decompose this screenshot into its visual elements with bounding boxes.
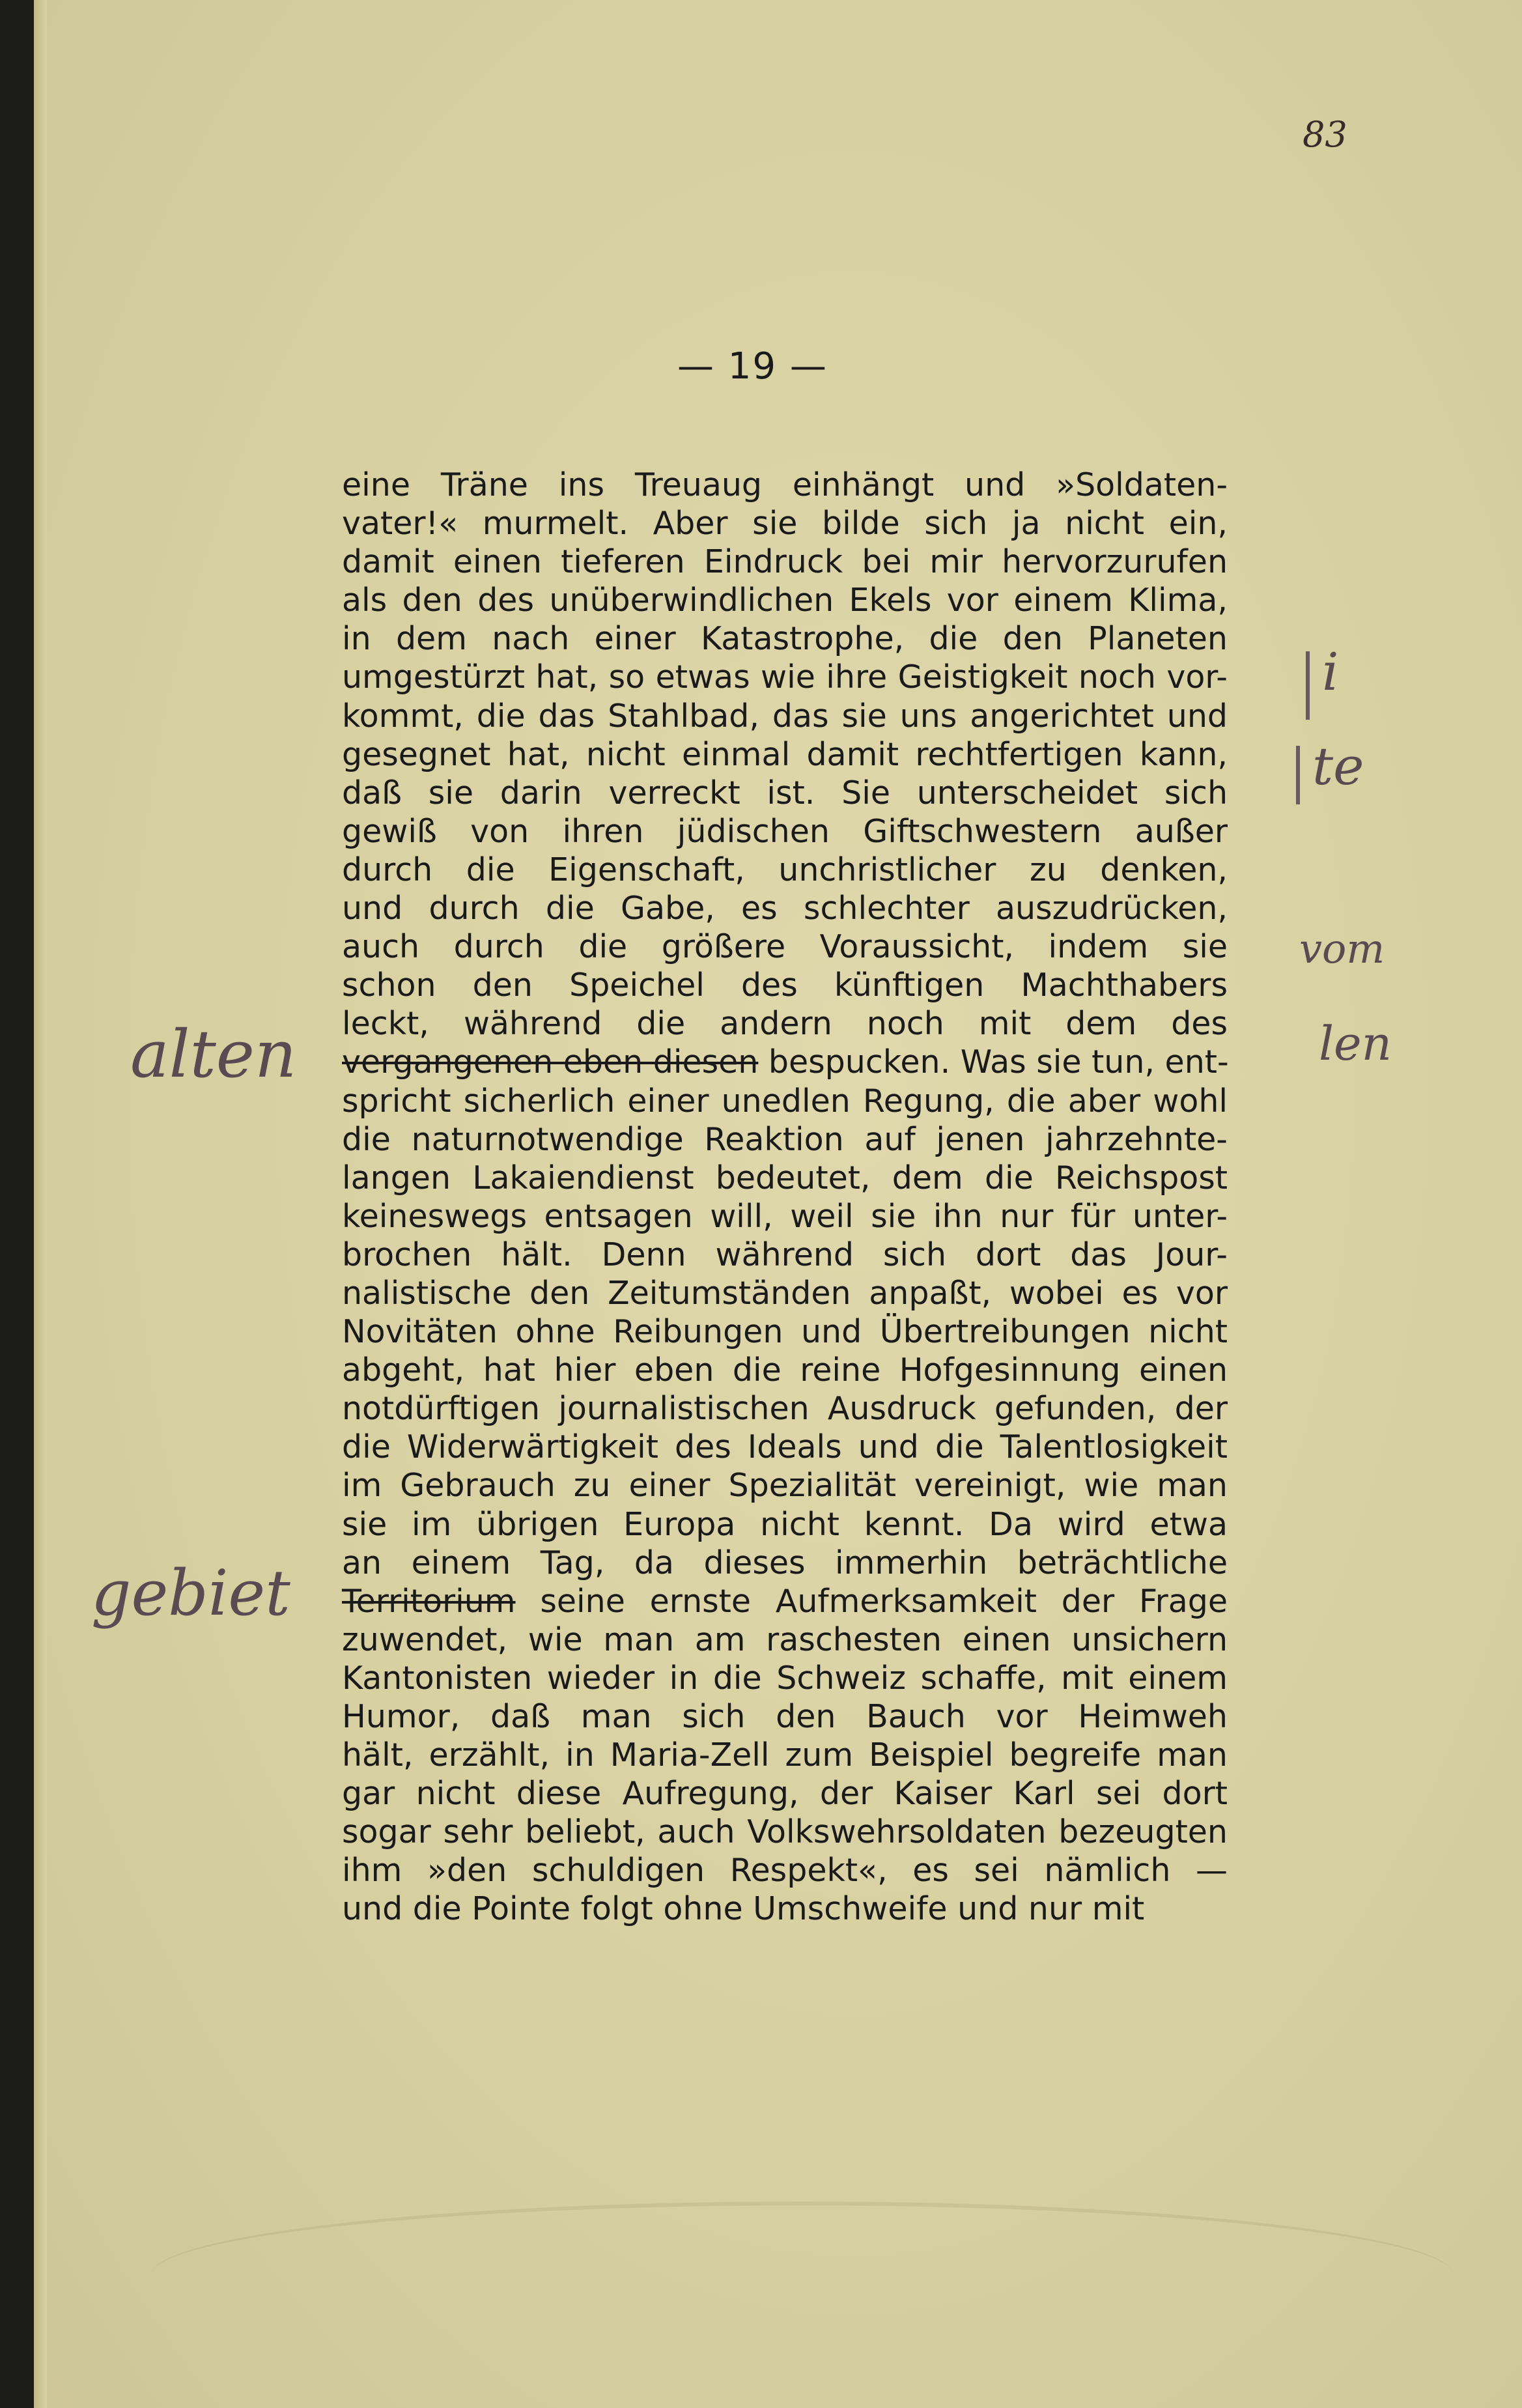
text-line: durch die Eigenschaft, unchristlicher zu denken,	[342, 851, 1228, 888]
text-line: gar nicht diese Aufregung, der Kaiser Karl sei dort	[342, 1775, 1228, 1813]
margin-note-right-2: te	[1312, 736, 1364, 797]
margin-note-left-2: gebiet	[91, 1557, 290, 1630]
text-line: sogar sehr beliebt, auch Volkswehrsoldaten bezeugten	[342, 1813, 1228, 1851]
text-line-territorium	[342, 1582, 1228, 1621]
text-line: auch durch die größere Voraussicht, indem sie	[342, 928, 1228, 966]
margin-note-right-4: len	[1319, 1016, 1392, 1071]
body-text	[342, 466, 1228, 1929]
text-line: im Gebrauch zu einer Spezialität vereinigt, wie man	[342, 1467, 1228, 1505]
text-line: umgestürzt hat, so etwas wie ihre Geistigkeit noch vor-	[342, 659, 1228, 696]
text-line: brochen hält. Denn während sich dort das Jour-	[342, 1236, 1228, 1273]
text-line: und die Pointe folgt ohne Umschweife und nur mit	[342, 1890, 1145, 1928]
text-line: nalistische den Zeitumständen anpaßt, wobei es vor	[342, 1274, 1228, 1312]
text-line: keineswegs entsagen will, weil sie ihn nur für unter-	[342, 1197, 1228, 1235]
margin-stroke	[1306, 651, 1310, 720]
text-line: Kantonisten wieder in die Schweiz schaffe, mit einem	[342, 1659, 1228, 1697]
watermark-ornament	[151, 2202, 1454, 2349]
text-line-rest: seine ernste Aufmerksamkeit der Frage	[515, 1582, 1228, 1620]
text-line: gewiß von ihren jüdischen Giftschwestern außer	[342, 812, 1228, 850]
margin-note-right-3: vom	[1299, 925, 1385, 972]
folio-number: 83	[1303, 114, 1347, 155]
text-line: spricht sicherlich einer unedlen Regung, die aber wohl	[342, 1082, 1228, 1120]
text-line: ihm »den schuldigen Respekt«, es sei nämlich —	[342, 1852, 1228, 1890]
page-edge	[34, 0, 47, 2408]
text-line: abgeht, hat hier eben die reine Hofgesinnung einen	[342, 1352, 1228, 1389]
text-line-rest: bespucken. Was sie tun, ent-	[758, 1043, 1229, 1081]
text-line: an einem Tag, da dieses immerhin beträchtliche	[342, 1544, 1228, 1581]
text-line: schon den Speichel des künftigen Machthabers	[342, 967, 1228, 1004]
text-line: Humor, daß man sich den Bauch vor Heimweh	[342, 1698, 1228, 1735]
text-line: hält, erzählt, in Maria-Zell zum Beispiel begreife man	[342, 1736, 1228, 1774]
text-line: und durch die Gabe, es schlechter auszudrücken,	[342, 890, 1228, 928]
text-line: damit einen tieferen Eindruck bei mir hervorzurufen	[342, 543, 1228, 581]
text-line: kommt, die das Stahlbad, das sie uns angerichtet und	[342, 697, 1228, 735]
margin-stroke	[1296, 746, 1300, 804]
text-line: eine Träne ins Treuaug einhängt und »Soldaten-	[342, 466, 1228, 503]
text-line: Novitäten ohne Reibungen und Übertreibungen nicht	[342, 1313, 1228, 1351]
text-line: vater!« murmelt. Aber sie bilde sich ja nicht ein,	[342, 505, 1228, 543]
margin-note-right-1: i	[1322, 642, 1339, 702]
text-line: zuwendet, wie man am raschesten einen unsichern	[342, 1621, 1228, 1658]
text-line: langen Lakaiendienst bedeutet, dem die Reichspost	[342, 1159, 1228, 1197]
margin-note-left-1: alten	[130, 1016, 297, 1092]
struck-text: vergangenen eben diesen	[342, 1043, 759, 1081]
text-line: notdürftigen journalistischen Ausdruck gefunden, der	[342, 1390, 1228, 1428]
text-line: leckt, während die andern noch mit dem des	[342, 1005, 1228, 1043]
text-line: daß sie darin verreckt ist. Sie unterscheidet sich	[342, 774, 1228, 812]
struck-word: Territorium	[342, 1582, 516, 1620]
text-line: gesegnet hat, nicht einmal damit rechtfertigen kann,	[342, 735, 1228, 773]
text-line: sie im übrigen Europa nicht kennt. Da wird etwa	[342, 1505, 1228, 1543]
text-line: die naturnotwendige Reaktion auf jenen jahrzehnte-	[342, 1120, 1228, 1158]
text-line-struck	[342, 1043, 1228, 1081]
text-line: als den des unüberwindlichen Ekels vor einem Klima,	[342, 582, 1228, 619]
text-line: in dem nach einer Katastrophe, die den Planeten	[342, 620, 1228, 658]
text-line: die Widerwärtigkeit des Ideals und die Talentlosigkeit	[342, 1428, 1228, 1466]
page-number: — 19 —	[677, 345, 828, 388]
